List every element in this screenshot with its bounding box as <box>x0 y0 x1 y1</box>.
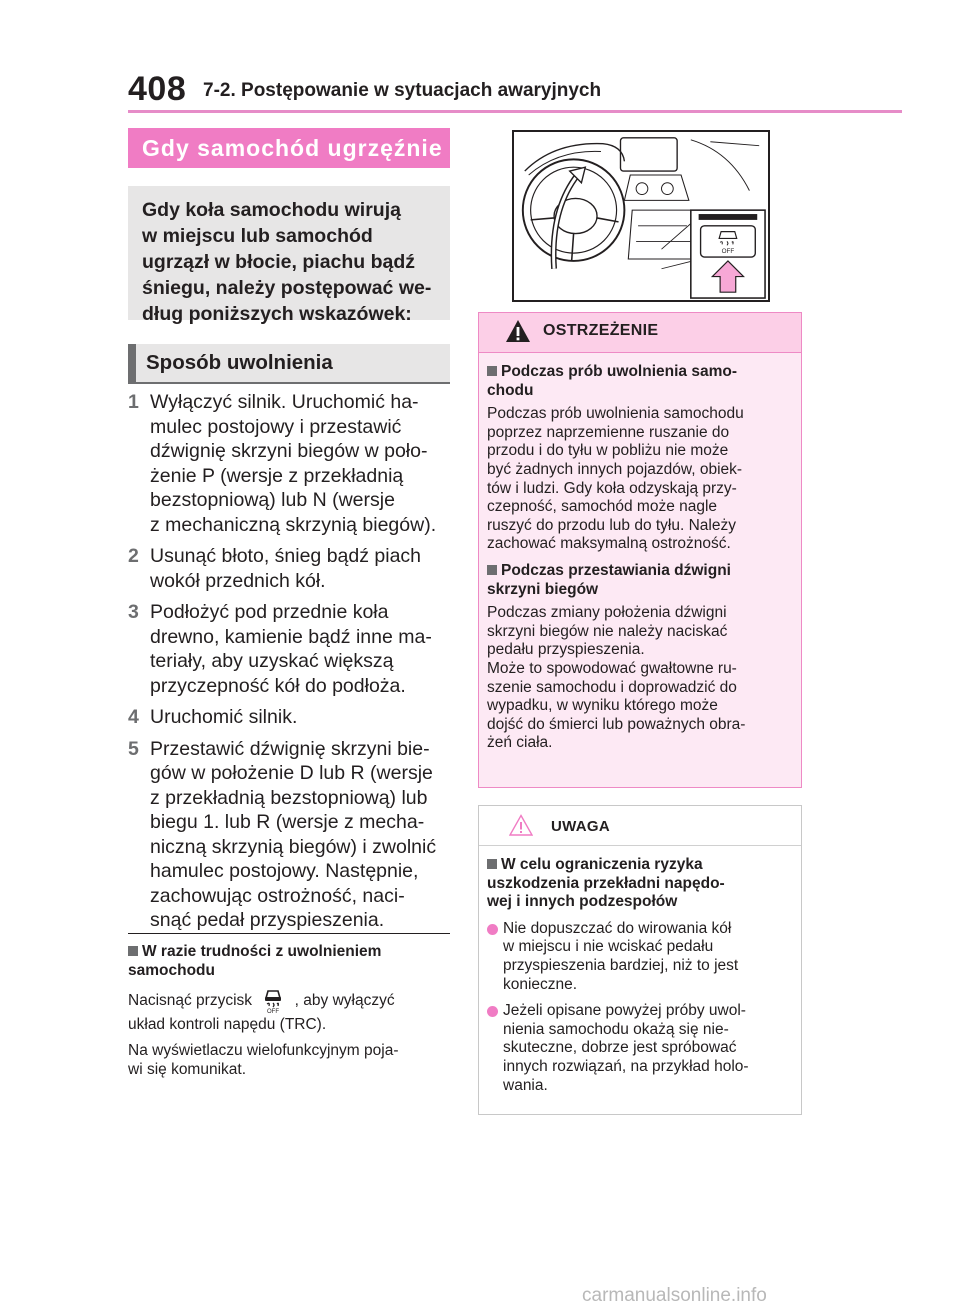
page-number: 408 <box>128 70 187 108</box>
intro-line: ugrzązł w błocie, piachu bądź <box>142 251 416 273</box>
trouble-body-line: Na wyświetlaczu wielofunkcyjnym poja- <box>128 1042 399 1059</box>
dashboard-illustration <box>512 130 770 302</box>
step-line: przyczepność kół do podłoża. <box>150 674 406 697</box>
trouble-heading-line: W razie trudności z uwolnieniem <box>128 942 453 961</box>
trouble-body-line: wi się komunikat. <box>128 1061 247 1078</box>
step-line: mulec postojowy i przestawić <box>150 415 402 438</box>
header-rule <box>128 110 902 113</box>
square-bullet-icon <box>487 565 497 575</box>
step-line: drewno, kamienie bądź inne ma- <box>150 625 432 648</box>
intro-box <box>128 186 450 325</box>
caution-content <box>487 856 793 1095</box>
caution-triangle-icon <box>509 814 533 836</box>
warning-box <box>478 312 802 788</box>
trouble-heading <box>128 942 453 980</box>
step-item <box>128 544 458 593</box>
caution-box <box>478 805 802 1115</box>
caution-header <box>479 806 801 846</box>
step-line: dźwignię skrzyni biegów w poło- <box>150 440 428 462</box>
step-line: Podłożyć pod przednie koła <box>150 601 389 623</box>
intro-line: śniegu, należy postępować we- <box>142 277 432 299</box>
step-item <box>128 737 458 933</box>
step-item <box>128 600 458 698</box>
intro-line: w miejscu lub samochód <box>142 225 373 247</box>
trouble-body-text: Nacisnąć przycisk <box>128 992 253 1010</box>
step-number: 3 <box>128 601 139 623</box>
subheading-rule <box>128 382 450 384</box>
main-title-banner: Gdy samochód ugrzęźnie <box>128 128 450 168</box>
caution-bullet-item: Nie dopuszczać do wirowania kół w miejscu i nie wciskać pedału przyspieszenia bardziej, niż to jest konieczne. <box>487 920 793 994</box>
step-line: teriały, aby uzyskać większą <box>150 650 394 672</box>
step-line: bezstopniową) lub N (wersje <box>150 489 395 511</box>
square-bullet-icon <box>487 366 497 376</box>
step-line: gów w położenie D lub R (wersje <box>150 762 433 784</box>
watermark: carmanualsonline.info <box>582 1285 767 1306</box>
caution-bullet-item: Jeżeli opisane powyżej próby uwol- nienia samochodu okażą się nie- skuteczne, dobrze jest spróbować innych rozwiązań, na przykład holo- wania. <box>487 1002 793 1095</box>
warning-header <box>479 313 801 353</box>
step-number: 5 <box>128 737 139 760</box>
warning-label: OSTRZEŻENIE <box>543 322 659 339</box>
warning-content <box>487 363 793 753</box>
intro-line: dług poniższych wskazówek: <box>142 303 412 325</box>
subheading: Sposób uwolnienia <box>128 344 450 384</box>
step-line: biegu 1. lub R (wersje z mecha- <box>150 811 425 833</box>
step-line: z mechaniczną skrzynią biegów). <box>150 513 437 536</box>
step-number: 4 <box>128 706 139 728</box>
step-line: Usunąć błoto, śnieg bądź piach <box>150 545 422 567</box>
step-line: zachowując ostrożność, naci- <box>150 884 405 907</box>
step-item <box>128 390 458 537</box>
step-line: Wyłączyć silnik. Uruchomić ha- <box>150 391 419 413</box>
step-number: 2 <box>128 545 139 567</box>
trouble-body-line <box>128 988 395 1014</box>
step-line: niczną skrzynią biegów) i zwolnić <box>150 835 437 858</box>
intro-line: Gdy koła samochodu wirują <box>142 199 401 221</box>
trouble-heading-line: samochodu <box>128 962 215 979</box>
section-divider <box>128 933 450 934</box>
step-line: z przekładnią bezstopniową) lub <box>150 786 428 809</box>
warning-section-text: Podczas zmiany położenia dźwigni skrzyni biegów nie należy naciskać pedału przyspieszenia. Może to spowodować gwałtowne ru- szenie samochodu i doprowadzić do wypadku, w wyniku którego może dojść do śmierci lub poważnych obra- żeń ciała. <box>487 604 746 752</box>
step-line: wokół przednich kół. <box>150 569 326 592</box>
warning-section-title: Podczas przestawiania dźwigni skrzyni biegów <box>487 561 731 598</box>
caution-label: UWAGA <box>551 818 610 835</box>
step-line: snąć pedał przyspieszenia. <box>150 909 385 931</box>
step-item <box>128 705 458 730</box>
square-bullet-icon <box>487 859 497 869</box>
section-title: 7-2. Postępowanie w sytuacjach awaryjnych <box>203 80 602 101</box>
caution-section-title: W celu ograniczenia ryzyka uszkodzenia przekładni napędo- wej i innych podzespołów <box>487 856 725 911</box>
steps-list <box>128 390 458 940</box>
step-line: Przestawić dźwignię skrzyni bie- <box>150 737 430 760</box>
trc-off-icon-label: OFF <box>267 1009 280 1014</box>
off-button-label: OFF <box>721 248 735 256</box>
warning-section-title: Podczas prób uwolnienia samo- chodu <box>487 363 737 399</box>
trouble-body-paragraph <box>128 1041 453 1079</box>
bullet-dot-icon <box>487 1006 498 1017</box>
bullet-dot-icon <box>487 924 498 935</box>
step-line: Uruchomić silnik. <box>150 706 298 728</box>
warning-section-text: Podczas prób uwolnienia samochodu poprzez naprzemienne ruszanie do przodu i do tyłu w pobliżu nie może być żadnych innych pojazdów, obiek- tów i ludzi. Gdy koła odzyskają przy- czepność, samochód może nagle ruszyć do przodu lub do tyłu. Należy zachować maksymalną ostrożność. <box>487 405 744 553</box>
step-line: żenie P (wersje z przekładnią <box>150 464 404 487</box>
trouble-body-text: , aby wyłączyć <box>294 992 395 1010</box>
trouble-body-line: układ kontroli napędu (TRC). <box>128 1016 327 1033</box>
step-line: hamulec postojowy. Następnie, <box>150 860 419 882</box>
warning-triangle-icon <box>505 319 531 343</box>
trc-off-icon <box>262 988 284 1014</box>
step-number: 1 <box>128 391 139 413</box>
square-bullet-icon <box>128 946 138 956</box>
